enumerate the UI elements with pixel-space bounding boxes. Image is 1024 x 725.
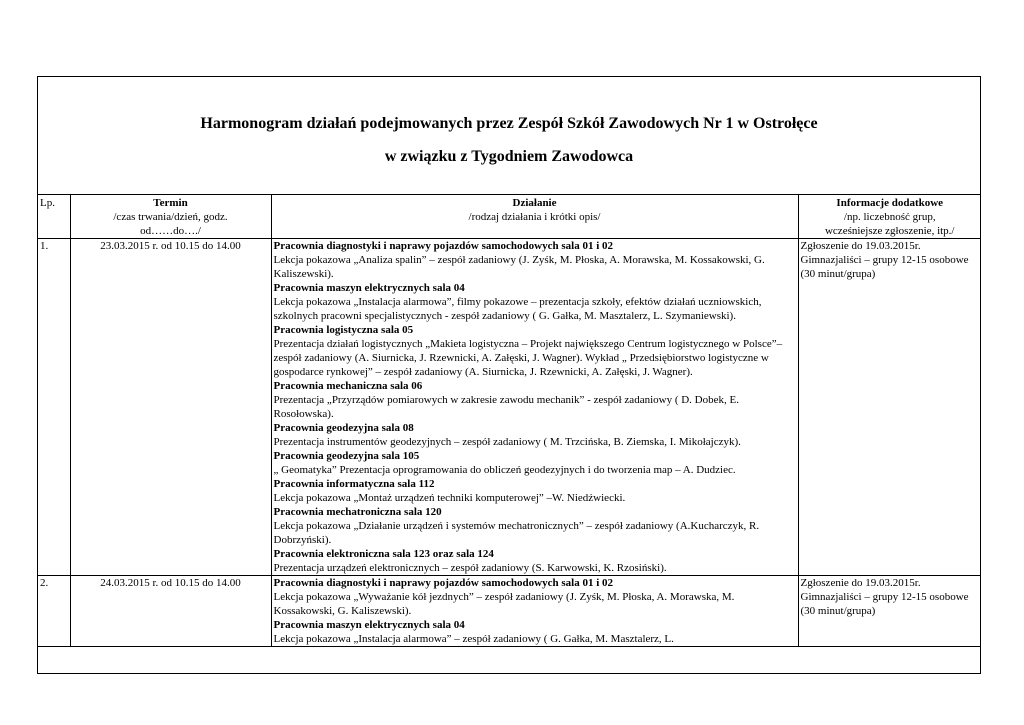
activity-desc: Lekcja pokazowa „Działanie urządzeń i systemów mechatronicznych” – zespół zadaniowy (A.Kucharczyk, R. Dobrzyński). xyxy=(273,520,760,546)
header-info xyxy=(798,195,981,239)
header-dzialanie xyxy=(271,195,798,239)
activity-desc: Lekcja pokazowa „Instalacja alarmowa” – zespół zadaniowy ( G. Gałka, M. Masztalerz, L. xyxy=(273,633,674,645)
activity-desc: Lekcja pokazowa „Analiza spalin” – zespół zadaniowy (J. Zyśk, M. Płoska, A. Morawska, M. Kossakowski, G. Kaliszewski). xyxy=(273,254,765,280)
header-info-title: Informacje dodatkowe xyxy=(836,197,944,209)
header-dzialanie-sub: /rodzaj działania i krótki opis/ xyxy=(468,211,601,223)
header-termin-sub2: od……do…./ xyxy=(140,225,201,237)
activity-room: Pracownia geodezyjna sala 105 xyxy=(273,450,420,462)
header-termin-sub1: /czas trwania/dzień, godz. xyxy=(113,211,228,223)
activity-desc: Lekcja pokazowa „Instalacja alarmowa”, filmy pokazowe – prezentacja szkoły, efektów działań uczniowskich, szkolnych pracowni specjalistycznych - zespół zadaniowy ( G. Gałka, M. Masztalerz, L. Szymaniewski). xyxy=(273,296,762,322)
row-dzialanie xyxy=(271,239,798,576)
activity-desc: Prezentacja „Przyrządów pomiarowych w zakresie zawodu mechanik” - zespół zadaniowy ( D. Dobek, E. Rosołowska). xyxy=(273,394,739,420)
row-info: Zgłoszenie do 19.03.2015r. Gimnazjaliści – grupy 12-15 osobowe (30 minut/grupa) xyxy=(798,576,981,647)
table-row xyxy=(38,576,981,647)
activity-room: Pracownia logistyczna sala 05 xyxy=(273,324,414,336)
activity-desc: Lekcja pokazowa „Montaż urządzeń techniki komputerowej” –W. Niedźwiecki. xyxy=(273,492,626,504)
activity-desc: Prezentacja instrumentów geodezyjnych – zespół zadaniowy ( M. Trzcińska, B. Ziemska, I. Mikołajczyk). xyxy=(273,436,741,448)
activity-room: Pracownia mechatroniczna sala 120 xyxy=(273,506,442,518)
activity-room: Pracownia geodezyjna sala 08 xyxy=(273,422,414,434)
document-title: Harmonogram działań podejmowanych przez Zespół Szkół Zawodowych Nr 1 w Ostrołęce xyxy=(200,115,818,132)
activity-desc: Prezentacja urządzeń elektronicznych – zespół zadaniowy (S. Karwowski, K. Rzosiński). xyxy=(273,562,667,574)
activity-room: Pracownia informatyczna sala 112 xyxy=(273,478,435,490)
title-block xyxy=(38,77,980,195)
row-lp: 2. xyxy=(38,576,70,647)
table-row xyxy=(38,239,981,576)
activity-desc: Lekcja pokazowa „Wyważanie kół jezdnych” – zespół zadaniowy (J. Zyśk, M. Płoska, A. Morawska, M. Kossakowski, G. Kaliszewski). xyxy=(273,591,735,617)
activity-desc: „ Geomatyka” Prezentacja oprogramowania do obliczeń geodezyjnych i do tworzenia map – A. Dudziec. xyxy=(273,464,736,476)
header-termin xyxy=(70,195,271,239)
header-termin-title: Termin xyxy=(153,197,188,209)
row-termin: 24.03.2015 r. od 10.15 do 14.00 xyxy=(70,576,271,647)
activity-room: Pracownia diagnostyki i naprawy pojazdów samochodowych sala 01 i 02 xyxy=(273,240,614,252)
schedule-table xyxy=(38,195,981,647)
header-lp xyxy=(38,195,70,239)
row-termin: 23.03.2015 r. od 10.15 do 14.00 xyxy=(70,239,271,576)
activity-room: Pracownia mechaniczna sala 06 xyxy=(273,380,423,392)
table-header-row xyxy=(38,195,981,239)
activity-room: Pracownia elektroniczna sala 123 oraz sala 124 xyxy=(273,548,494,560)
activity-room: Pracownia maszyn elektrycznych sala 04 xyxy=(273,282,465,294)
activity-room: Pracownia maszyn elektrycznych sala 04 xyxy=(273,619,465,631)
document-frame xyxy=(37,76,981,674)
header-info-sub2: wcześniejsze zgłoszenie, itp./ xyxy=(824,225,955,237)
header-dzialanie-title: Działanie xyxy=(512,197,557,209)
document-subtitle: w związku z Tygodniem Zawodowca xyxy=(384,148,634,165)
row-lp: 1. xyxy=(38,239,70,576)
header-info-sub1: /np. liczebność grup, xyxy=(843,211,936,223)
row-info: Zgłoszenie do 19.03.2015r. Gimnazjaliści – grupy 12-15 osobowe (30 minut/grupa) xyxy=(798,239,981,576)
activity-desc: Prezentacja działań logistycznych „Makieta logistyczna – Projekt największego Centrum logistycznego w Polsce”– zespół zadaniowy (A. Siurnicka, J. Rzewnicki, A. Załęski, J. Wagner). Wykład „ Przedsiębiorstwo logistyczne w gospodarce rynkowej” – zespół zadaniowy (A. Siurnicka, J. Rzewnicki, A. Załęski, J. Wagner). xyxy=(273,338,783,378)
header-lp-label: Lp. xyxy=(40,197,55,209)
row-dzialanie xyxy=(271,576,798,647)
activity-room: Pracownia diagnostyki i naprawy pojazdów samochodowych sala 01 i 02 xyxy=(273,577,614,589)
